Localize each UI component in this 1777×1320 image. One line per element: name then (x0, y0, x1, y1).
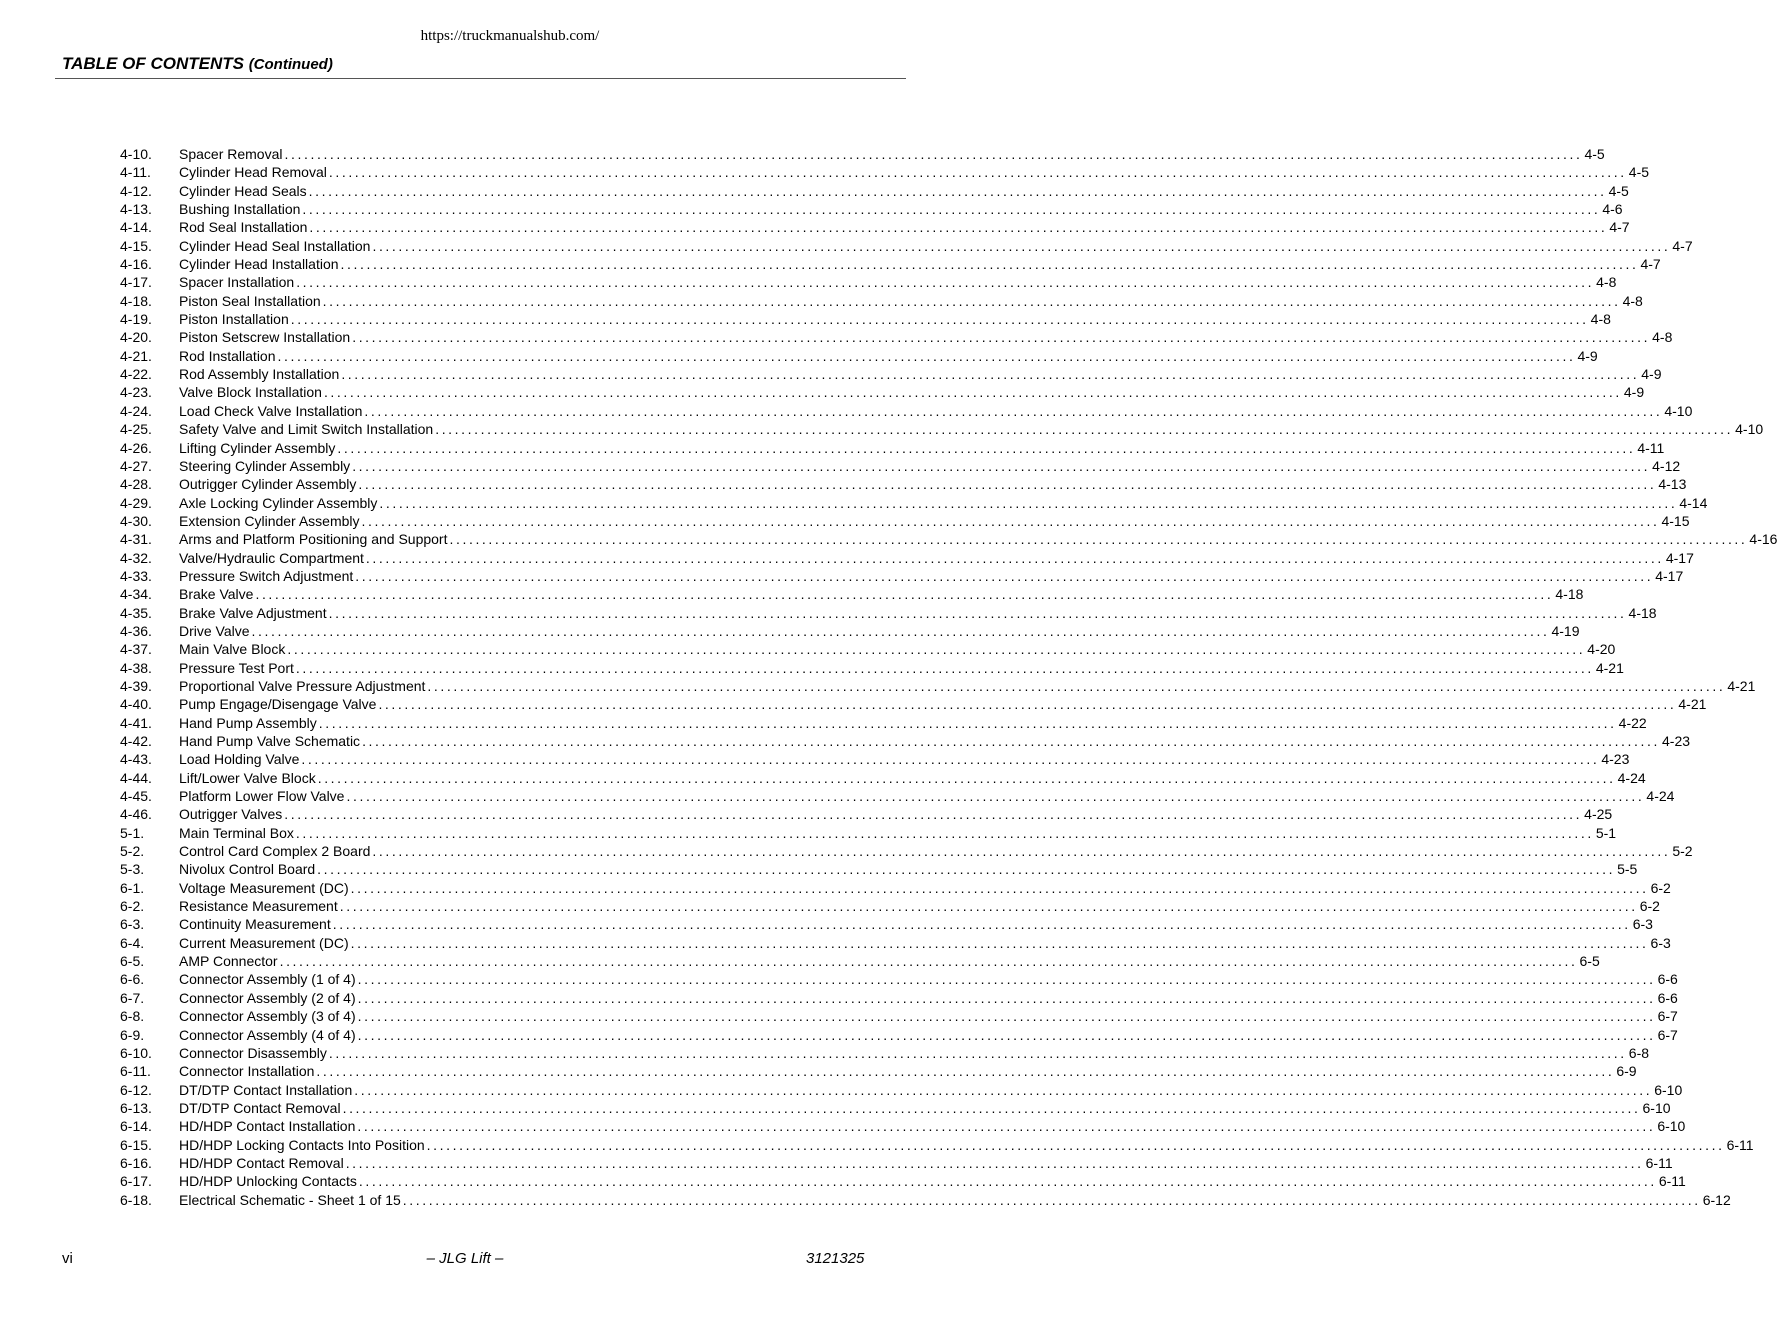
toc-dot-leader: ........................................................................................................................................................................................................ (372, 237, 1671, 254)
toc-entry-number: 4-46. (120, 806, 152, 823)
toc-entry-number: 4-20. (120, 329, 152, 346)
toc-entry-page: 4-9 (1641, 366, 1662, 383)
toc-entry[interactable] (120, 585, 1584, 603)
toc-entry[interactable] (120, 1136, 1754, 1154)
toc-dot-leader: ........................................................................................................................................................................................................ (372, 843, 1671, 860)
toc-entry-number: 6-4. (120, 934, 145, 951)
toc-entry-page: 6-2 (1639, 898, 1660, 915)
toc-entry-title: Rod Seal Installation (179, 219, 308, 236)
toc-entry-number: 6-14. (120, 1118, 152, 1135)
toc-entry[interactable] (120, 567, 1684, 585)
toc-dot-leader: ........................................................................................................................................................................................................ (279, 953, 1578, 970)
toc-entry-title: HD/HDP Locking Contacts Into Position (179, 1136, 425, 1153)
toc-dot-leader: ........................................................................................................................................................................................................ (355, 567, 1654, 584)
toc-entry[interactable] (120, 879, 1671, 897)
toc-entry-number: 5-2. (120, 843, 145, 860)
toc-entry-page: 4-10 (1735, 421, 1764, 438)
toc-entry-title: Valve Block Installation (179, 384, 322, 401)
toc-entry[interactable] (120, 750, 1630, 768)
toc-entry-page: 6-10 (1642, 1099, 1671, 1116)
toc-dot-leader: ........................................................................................................................................................................................................ (350, 879, 1649, 896)
toc-entry[interactable] (120, 328, 1673, 346)
toc-entry-title: Connector Installation (179, 1063, 315, 1080)
toc-entry-title: Spacer Removal (179, 146, 283, 162)
toc-entry-number: 4-36. (120, 622, 152, 639)
toc-entry-title: Cylinder Head Installation (179, 256, 339, 273)
toc-entry-number: 6-10. (120, 1044, 152, 1061)
toc-entry-title: HD/HDP Contact Removal (179, 1154, 344, 1171)
toc-entry-page: 4-7 (1640, 256, 1661, 273)
toc-entry[interactable] (120, 842, 1693, 860)
toc-entry-title: Hand Pump Valve Schematic (179, 733, 361, 749)
toc-entry[interactable] (120, 1062, 1637, 1080)
toc-entry-number: 4-37. (120, 641, 152, 658)
toc-entry-title: Bushing Installation (179, 201, 301, 218)
toc-entry[interactable] (120, 897, 1660, 915)
toc-entry-title: Extension Cylinder Assembly (179, 512, 360, 529)
toc-entry-number: 4-25. (120, 421, 152, 438)
toc-entry-number: 4-27. (120, 457, 152, 474)
toc-dot-leader: ........................................................................................................................................................................................................ (328, 604, 1627, 621)
toc-entry-title: AMP Connector (179, 953, 278, 970)
toc-entry-number: 6-8. (120, 1008, 145, 1025)
toc-entry[interactable] (120, 659, 1624, 677)
toc-dot-leader: ........................................................................................................................................................................................................ (365, 549, 1664, 566)
toc-entry-page: 4-22 (1618, 714, 1647, 731)
toc-entry-number: 6-13. (120, 1099, 152, 1116)
toc-entry-number: 4-38. (120, 659, 152, 676)
toc-entry-page: 4-24 (1617, 769, 1646, 786)
toc-entry[interactable] (120, 1044, 1650, 1062)
toc-dot-leader: ........................................................................................................................................................................................................ (357, 971, 1656, 988)
toc-dot-leader: ........................................................................................................................................................................................................ (352, 457, 1651, 474)
toc-dot-leader: ........................................................................................................................................................................................................ (427, 677, 1726, 694)
toc-entry-number: 4-19. (120, 311, 152, 328)
toc-entry[interactable] (120, 604, 1657, 622)
toc-dot-leader: ........................................................................................................................................................................................................ (296, 274, 1595, 291)
toc-entry[interactable] (120, 1172, 1686, 1190)
header-divider (55, 78, 906, 79)
header-title-text: TABLE OF CONTENTS (62, 54, 244, 73)
toc-entry-number: 4-34. (120, 586, 152, 603)
toc-dot-leader: ........................................................................................................................................................................................................ (341, 366, 1640, 383)
toc-entry-title: Safety Valve and Limit Switch Installation (179, 421, 434, 438)
toc-entry[interactable] (120, 255, 1661, 273)
toc-entry-page: 4-12 (1652, 457, 1681, 474)
toc-dot-leader: ........................................................................................................................................................................................................ (337, 439, 1636, 456)
toc-entry-title: Continuity Measurement (179, 916, 331, 933)
toc-entry-title: DT/DTP Contact Installation (179, 1081, 353, 1098)
toc-entry-title: Electrical Schematic - Sheet 1 of 15 (179, 1191, 401, 1208)
toc-entry[interactable] (120, 805, 1613, 823)
toc-entry-number: 4-14. (120, 219, 152, 236)
toc-dot-leader: ........................................................................................................................................................................................................ (378, 696, 1677, 713)
toc-entry-page: 6-6 (1657, 971, 1678, 988)
toc-dot-leader: ........................................................................................................................................................................................................ (277, 347, 1576, 364)
toc-entry-page: 6-10 (1654, 1081, 1683, 1098)
toc-entry-title: Main Terminal Box (179, 824, 294, 841)
toc-entry-number: 4-33. (120, 567, 152, 584)
toc-dot-leader: ........................................................................................................................................................................................................ (328, 1044, 1627, 1061)
toc-entry-title: Connector Assembly (3 of 4) (179, 1008, 356, 1025)
toc-entry-title: Brake Valve (179, 586, 254, 603)
toc-entry[interactable] (120, 787, 1675, 805)
toc-entry-title: Connector Assembly (2 of 4) (179, 989, 356, 1006)
toc-entry-title: Connector Disassembly (179, 1044, 327, 1061)
toc-entry-number: 4-29. (120, 494, 152, 511)
toc-entry-title: Resistance Measurement (179, 898, 338, 915)
toc-dot-leader: ........................................................................................................................................................................................................ (358, 1173, 1657, 1190)
toc-entry[interactable] (120, 1007, 1678, 1025)
toc-entry-title: Arms and Platform Positioning and Support (179, 531, 448, 548)
toc-entry[interactable] (120, 182, 1629, 200)
toc-entry-page: 4-5 (1628, 164, 1650, 181)
toc-entry-page: 6-6 (1657, 989, 1678, 1006)
toc-dot-leader: ........................................................................................................................................................................................................ (357, 1026, 1656, 1043)
toc-entry-page: 4-19 (1551, 622, 1580, 639)
toc-entry[interactable] (120, 457, 1681, 475)
toc-entry-number: 6-18. (120, 1191, 152, 1208)
toc-entry-page: 5-5 (1617, 861, 1638, 878)
toc-entry-number: 4-23. (120, 384, 152, 401)
toc-entry-page: 6-10 (1657, 1118, 1686, 1135)
toc-entry[interactable] (120, 310, 1611, 328)
toc-entry-title: Piston Setscrew Installation (179, 329, 351, 346)
toc-entry-page: 6-3 (1650, 934, 1671, 951)
toc-dot-leader: ........................................................................................................................................................................................................ (345, 1154, 1644, 1171)
toc-entry[interactable] (120, 383, 1645, 401)
toc-entry-page: 6-8 (1628, 1044, 1650, 1061)
toc-entry-title: Nivolux Control Board (179, 861, 316, 878)
toc-entry[interactable] (120, 494, 1708, 512)
toc-entry-number: 4-41. (120, 714, 152, 731)
toc-entry-number: 6-6. (120, 971, 145, 988)
toc-entry-number: 4-35. (120, 604, 152, 621)
toc-entry-number: 6-5. (120, 953, 145, 970)
toc-entry-title: Load Holding Valve (179, 751, 300, 768)
toc-entry-number: 4-13. (120, 201, 152, 218)
toc-entry[interactable] (120, 640, 1616, 658)
toc-entry[interactable] (120, 273, 1617, 291)
toc-dot-leader: ........................................................................................................................................................................................................ (295, 824, 1594, 841)
toc-entry[interactable] (120, 695, 1707, 713)
toc-entry-title: Pressure Switch Adjustment (179, 567, 354, 584)
toc-entry-title: Platform Lower Flow Valve (179, 788, 345, 805)
toc-entry[interactable] (120, 365, 1662, 383)
toc-entry-title: Current Measurement (DC) (179, 934, 349, 951)
toc-entry-title: Axle Locking Cylinder Assembly (179, 494, 378, 511)
toc-entry-page: 4-9 (1623, 384, 1645, 401)
toc-entry-title: Rod Assembly Installation (179, 366, 340, 383)
toc-entry-page: 5-2 (1672, 843, 1693, 860)
toc-entry-page: 4-23 (1662, 733, 1691, 749)
toc-entry-title: Cylinder Head Removal (179, 164, 327, 181)
toc-entry-title: Load Check Valve Installation (179, 402, 363, 419)
toc-entry-title: Connector Assembly (1 of 4) (179, 971, 356, 988)
toc-entry[interactable] (120, 622, 1580, 640)
toc-entry-page: 4-14 (1679, 494, 1708, 511)
toc-entry-page: 4-16 (1749, 531, 1777, 548)
toc-entry-number: 4-31. (120, 531, 152, 548)
header-continued-text: (Continued) (248, 56, 333, 73)
toc-dot-leader: ........................................................................................................................................................................................................ (354, 1081, 1653, 1098)
toc-entry[interactable] (120, 420, 1764, 438)
footer-doc-number: 3121325 (806, 1250, 865, 1267)
toc-dot-leader: ........................................................................................................................................................................................................ (357, 1008, 1656, 1025)
toc-entry-number: 4-32. (120, 549, 152, 566)
toc-entry-number: 6-16. (120, 1154, 152, 1171)
toc-dot-leader: ........................................................................................................................................................................................................ (332, 916, 1631, 933)
toc-entry-page: 6-11 (1645, 1154, 1673, 1171)
toc-entry-number: 4-22. (120, 366, 152, 383)
toc-entry-page: 4-21 (1727, 677, 1756, 694)
toc-dot-leader: ........................................................................................................................................................................................................ (350, 934, 1649, 951)
toc-entry-title: Lift/Lower Valve Block (179, 769, 316, 786)
toc-entry[interactable] (120, 860, 1638, 878)
toc-entry[interactable] (120, 439, 1665, 457)
toc-entry-title: Spacer Installation (179, 274, 295, 291)
toc-entry-page: 4-24 (1646, 788, 1675, 805)
toc-entry[interactable] (120, 934, 1671, 952)
toc-entry[interactable] (120, 677, 1756, 695)
toc-dot-leader: ........................................................................................................................................................................................................ (308, 182, 1607, 199)
toc-entry-number: 4-17. (120, 274, 152, 291)
toc-entry-title: Cylinder Head Seal Installation (179, 237, 371, 254)
toc-entry[interactable] (120, 1191, 1731, 1209)
toc-entry-page: 6-9 (1616, 1063, 1637, 1080)
toc-entry-title: Outrigger Valves (179, 806, 283, 823)
toc-entry[interactable] (120, 769, 1646, 787)
toc-entry-page: 4-23 (1601, 751, 1630, 768)
toc-entry-page: 4-7 (1672, 237, 1693, 254)
toc-dot-leader: ........................................................................................................................................................................................................ (317, 769, 1616, 786)
toc-entry[interactable] (120, 970, 1678, 988)
toc-entry-title: HD/HDP Unlocking Contacts (179, 1173, 357, 1190)
toc-entry-number: 4-43. (120, 751, 152, 768)
toc-dot-leader: ........................................................................................................................................................................................................ (342, 1099, 1641, 1116)
toc-entry-page: 4-17 (1655, 567, 1684, 584)
toc-list (120, 145, 1777, 1209)
toc-dot-leader: ........................................................................................................................................................................................................ (309, 219, 1608, 236)
toc-dot-leader: ........................................................................................................................................................................................................ (255, 586, 1554, 603)
source-url[interactable]: https://truckmanualshub.com/ (420, 28, 600, 44)
toc-entry-title: Rod Installation (179, 347, 276, 364)
toc-entry[interactable] (120, 1117, 1686, 1135)
toc-entry-page: 6-7 (1657, 1026, 1678, 1043)
toc-entry[interactable] (120, 1099, 1671, 1117)
toc-entry[interactable] (120, 475, 1687, 493)
toc-entry-title: Cylinder Head Seals (179, 182, 307, 199)
toc-entry-page: 6-5 (1579, 953, 1600, 970)
toc-dot-leader: ........................................................................................................................................................................................................ (357, 1118, 1656, 1135)
toc-entry-page: 4-10 (1664, 402, 1693, 419)
toc-entry-number: 4-10. (120, 146, 152, 162)
toc-dot-leader: ........................................................................................................................................................................................................ (301, 751, 1600, 768)
toc-dot-leader: ........................................................................................................................................................................................................ (449, 531, 1748, 548)
toc-entry-page: 4-9 (1577, 347, 1598, 364)
toc-entry-number: 4-21. (120, 347, 152, 364)
toc-entry[interactable] (120, 989, 1678, 1007)
toc-entry-title: Proportional Valve Pressure Adjustment (179, 677, 426, 694)
toc-entry-number: 6-12. (120, 1081, 152, 1098)
toc-entry[interactable] (120, 824, 1617, 842)
toc-entry-number: 6-15. (120, 1136, 152, 1153)
toc-entry-number: 4-40. (120, 696, 152, 713)
toc-entry-page: 6-2 (1650, 879, 1671, 896)
page-header-title (62, 54, 333, 74)
toc-entry-number: 4-15. (120, 237, 152, 254)
toc-entry[interactable] (120, 292, 1643, 310)
toc-entry-title: Piston Installation (179, 311, 289, 328)
toc-entry-title: Steering Cylinder Assembly (179, 457, 351, 474)
toc-dot-leader: ........................................................................................................................................................................................................ (357, 989, 1656, 1006)
toc-entry-number: 4-24. (120, 402, 152, 419)
toc-entry-number: 4-44. (120, 769, 152, 786)
toc-entry-number: 6-3. (120, 916, 145, 933)
toc-dot-leader: ........................................................................................................................................................................................................ (323, 384, 1622, 401)
toc-entry-number: 4-16. (120, 256, 152, 273)
toc-entry-number: 4-26. (120, 439, 152, 456)
toc-entry[interactable] (120, 402, 1693, 420)
toc-entry-title: Control Card Complex 2 Board (179, 843, 371, 860)
toc-dot-leader: ........................................................................................................................................................................................................ (284, 146, 1583, 162)
toc-dot-leader: ........................................................................................................................................................................................................ (364, 402, 1663, 419)
toc-entry[interactable] (120, 549, 1694, 567)
toc-entry-page: 6-3 (1632, 916, 1653, 933)
toc-entry-page: 4-21 (1678, 696, 1707, 713)
toc-entry-number: 4-45. (120, 788, 152, 805)
toc-entry-title: Drive Valve (179, 622, 250, 639)
toc-entry-number: 6-9. (120, 1026, 145, 1043)
toc-dot-leader: ........................................................................................................................................................................................................ (362, 733, 1660, 749)
toc-dot-leader: ........................................................................................................................................................................................................ (340, 256, 1639, 273)
toc-entry-page: 4-6 (1602, 201, 1623, 218)
toc-entry-title: Valve/Hydraulic Compartment (179, 549, 364, 566)
toc-entry-number: 4-18. (120, 292, 152, 309)
toc-dot-leader: ........................................................................................................................................................................................................ (316, 1063, 1615, 1080)
toc-dot-leader: ........................................................................................................................................................................................................ (322, 292, 1621, 309)
toc-entry-page: 4-5 (1608, 182, 1629, 199)
toc-entry[interactable] (120, 200, 1623, 218)
toc-entry[interactable] (120, 714, 1647, 732)
toc-dot-leader: ........................................................................................................................................................................................................ (435, 421, 1734, 438)
toc-entry-number: 6-1. (120, 879, 145, 896)
toc-entry[interactable] (120, 237, 1693, 255)
toc-entry-page: 6-12 (1702, 1191, 1731, 1208)
footer-center-text: – JLG Lift – (426, 1250, 504, 1267)
toc-dot-leader: ........................................................................................................................................................................................................ (295, 659, 1594, 676)
toc-entry-page: 4-18 (1555, 586, 1584, 603)
toc-entry[interactable] (120, 952, 1600, 970)
toc-entry[interactable] (120, 1026, 1678, 1044)
toc-entry-title: Brake Valve Adjustment (179, 604, 327, 621)
toc-dot-leader: ........................................................................................................................................................................................................ (426, 1136, 1725, 1153)
toc-entry-title: Main Valve Block (179, 641, 286, 658)
toc-entry-title: Piston Seal Installation (179, 292, 321, 309)
toc-entry-number: 5-1. (120, 824, 145, 841)
toc-entry[interactable] (120, 732, 1691, 750)
toc-entry-page: 4-25 (1584, 806, 1613, 823)
toc-entry[interactable] (120, 1154, 1673, 1172)
toc-dot-leader: ........................................................................................................................................................................................................ (302, 201, 1601, 218)
toc-entry-number: 6-17. (120, 1173, 152, 1190)
toc-entry-number: 4-30. (120, 512, 152, 529)
toc-entry-page: 4-18 (1628, 604, 1657, 621)
toc-dot-leader: ........................................................................................................................................................................................................ (317, 861, 1616, 878)
toc-entry[interactable] (120, 530, 1777, 548)
toc-entry-page: 4-21 (1595, 659, 1624, 676)
toc-entry-title: Lifting Cylinder Assembly (179, 439, 336, 456)
toc-entry-page: 6-11 (1726, 1136, 1754, 1153)
toc-entry-page: 4-8 (1622, 292, 1643, 309)
toc-dot-leader: ........................................................................................................................................................................................................ (339, 898, 1638, 915)
toc-dot-leader: ........................................................................................................................................................................................................ (328, 164, 1627, 181)
toc-entry[interactable] (120, 512, 1690, 530)
toc-dot-leader: ........................................................................................................................................................................................................ (352, 329, 1651, 346)
toc-entry-number: 4-11. (120, 164, 151, 181)
toc-entry-title: Pump Engage/Disengage Valve (179, 696, 377, 713)
toc-dot-leader: ........................................................................................................................................................................................................ (358, 476, 1657, 493)
toc-entry[interactable] (120, 347, 1598, 365)
toc-entry-number: 4-42. (120, 733, 152, 749)
toc-entry[interactable] (120, 915, 1653, 933)
toc-entry-page: 5-1 (1595, 824, 1617, 841)
toc-dot-leader: ........................................................................................................................................................................................................ (318, 714, 1617, 731)
toc-entry-title: Outrigger Cylinder Assembly (179, 476, 357, 493)
toc-dot-leader: ........................................................................................................................................................................................................ (287, 641, 1586, 658)
toc-entry-number: 4-12. (120, 182, 152, 199)
toc-entry-number: 6-7. (120, 989, 145, 1006)
toc-dot-leader: ........................................................................................................................................................................................................ (402, 1191, 1701, 1208)
footer-page-number: vi (62, 1250, 73, 1267)
toc-entry-title: Pressure Test Port (179, 659, 294, 676)
toc-dot-leader: ........................................................................................................................................................................................................ (346, 788, 1645, 805)
toc-entry-page: 4-11 (1637, 439, 1665, 456)
toc-entry-title: Connector Assembly (4 of 4) (179, 1026, 356, 1043)
toc-entry-number: 4-39. (120, 677, 152, 694)
toc-entry-number: 6-2. (120, 898, 145, 915)
toc-dot-leader: ........................................................................................................................................................................................................ (379, 494, 1678, 511)
toc-entry-page: 4-20 (1587, 641, 1616, 658)
toc-dot-leader: ........................................................................................................................................................................................................ (284, 806, 1583, 823)
toc-entry-page: 4-15 (1661, 512, 1690, 529)
toc-entry-page: 4-8 (1652, 329, 1673, 346)
toc-entry-page: 4-7 (1609, 219, 1630, 236)
toc-entry[interactable] (120, 163, 1650, 181)
toc-entry-page: 4-13 (1658, 476, 1687, 493)
toc-entry[interactable] (120, 218, 1630, 236)
toc-entry-number: 6-11. (120, 1063, 151, 1080)
toc-entry-page: 6-7 (1657, 1008, 1678, 1025)
toc-entry-page: 4-5 (1584, 146, 1605, 162)
toc-dot-leader: ........................................................................................................................................................................................................ (361, 512, 1660, 529)
toc-entry-number: 5-3. (120, 861, 145, 878)
toc-entry-page: 4-17 (1665, 549, 1694, 566)
toc-dot-leader: ........................................................................................................................................................................................................ (290, 311, 1589, 328)
toc-entry-title: HD/HDP Contact Installation (179, 1118, 356, 1135)
toc-entry-page: 6-11 (1658, 1173, 1686, 1190)
toc-entry[interactable] (120, 1081, 1683, 1099)
toc-entry-title: DT/DTP Contact Removal (179, 1099, 341, 1116)
toc-entry-page: 4-8 (1596, 274, 1617, 291)
toc-entry-title: Hand Pump Assembly (179, 714, 317, 731)
toc-dot-leader: ........................................................................................................................................................................................................ (251, 622, 1550, 639)
toc-entry-page: 4-8 (1590, 311, 1611, 328)
toc-entry[interactable] (120, 145, 1605, 163)
toc-entry-number: 4-28. (120, 476, 152, 493)
toc-entry-title: Voltage Measurement (DC) (179, 879, 349, 896)
